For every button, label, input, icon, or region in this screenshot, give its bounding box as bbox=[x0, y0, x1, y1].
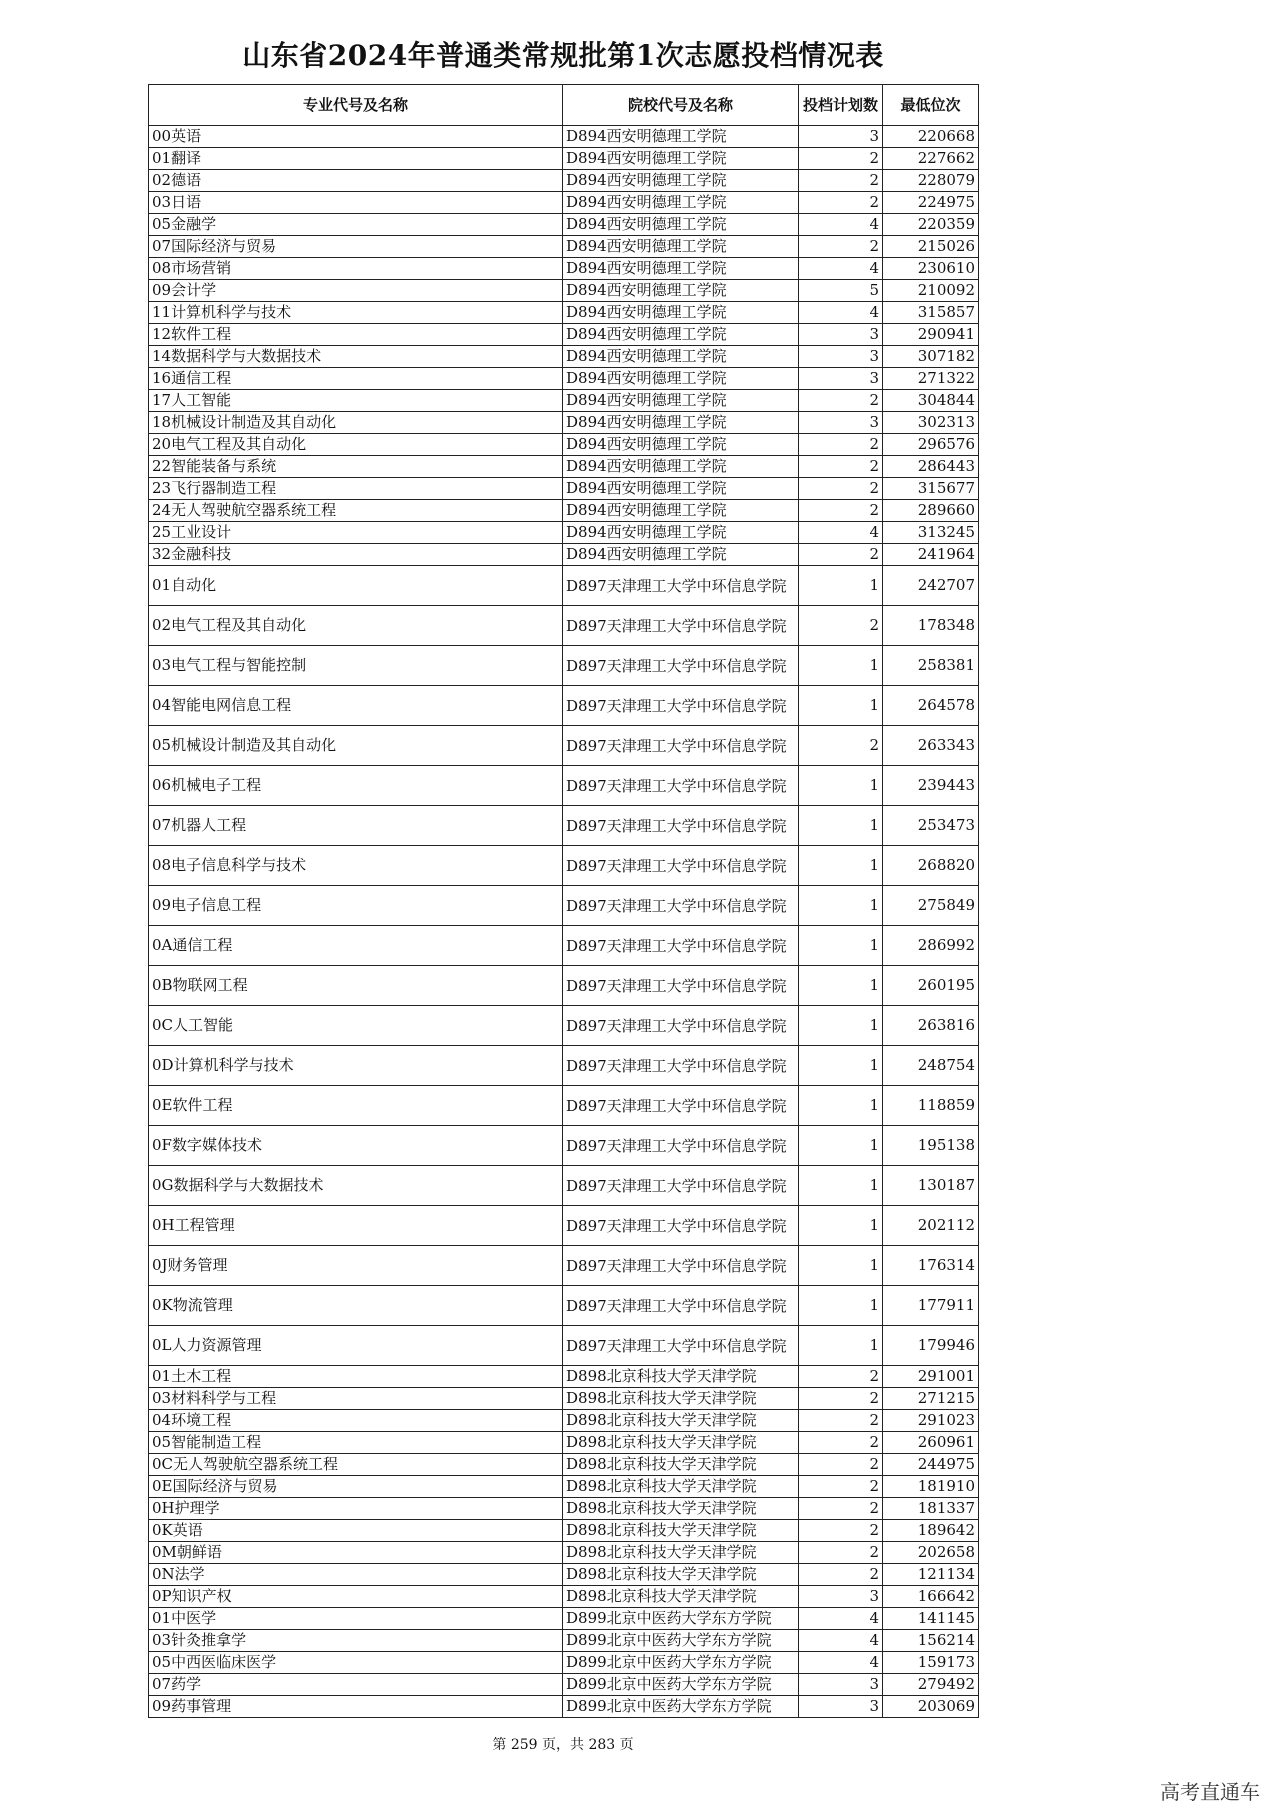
plan-cell: 1 bbox=[799, 566, 883, 606]
plan-cell: 2 bbox=[799, 456, 883, 478]
plan-cell: 5 bbox=[799, 280, 883, 302]
rank-cell: 141145 bbox=[883, 1608, 979, 1630]
major-cell: 04环境工程 bbox=[149, 1410, 563, 1432]
table-row bbox=[149, 1326, 979, 1366]
table-row bbox=[149, 1586, 979, 1608]
table-row bbox=[149, 1454, 979, 1476]
plan-cell: 3 bbox=[799, 1696, 883, 1718]
table-row bbox=[149, 1388, 979, 1410]
table-row bbox=[149, 390, 979, 412]
school-cell: D898北京科技大学天津学院 bbox=[563, 1586, 799, 1608]
school-cell: D894西安明德理工学院 bbox=[563, 368, 799, 390]
plan-cell: 2 bbox=[799, 1432, 883, 1454]
rank-cell: 189642 bbox=[883, 1520, 979, 1542]
plan-cell: 1 bbox=[799, 966, 883, 1006]
major-cell: 04智能电网信息工程 bbox=[149, 686, 563, 726]
school-cell: D897天津理工大学中环信息学院 bbox=[563, 846, 799, 886]
school-cell: D897天津理工大学中环信息学院 bbox=[563, 1166, 799, 1206]
school-cell: D894西安明德理工学院 bbox=[563, 170, 799, 192]
plan-cell: 2 bbox=[799, 1410, 883, 1432]
table-row bbox=[149, 566, 979, 606]
plan-cell: 2 bbox=[799, 170, 883, 192]
major-cell: 05金融学 bbox=[149, 214, 563, 236]
major-cell: 0N法学 bbox=[149, 1564, 563, 1586]
school-cell: D894西安明德理工学院 bbox=[563, 544, 799, 566]
school-cell: D897天津理工大学中环信息学院 bbox=[563, 1126, 799, 1166]
plan-cell: 1 bbox=[799, 926, 883, 966]
school-cell: D899北京中医药大学东方学院 bbox=[563, 1652, 799, 1674]
school-cell: D897天津理工大学中环信息学院 bbox=[563, 926, 799, 966]
school-cell: D898北京科技大学天津学院 bbox=[563, 1454, 799, 1476]
table-row bbox=[149, 1126, 979, 1166]
school-cell: D894西安明德理工学院 bbox=[563, 500, 799, 522]
table-row bbox=[149, 1630, 979, 1652]
table-header-row bbox=[149, 85, 979, 126]
rank-cell: 290941 bbox=[883, 324, 979, 346]
rank-cell: 263343 bbox=[883, 726, 979, 766]
school-cell: D899北京中医药大学东方学院 bbox=[563, 1608, 799, 1630]
major-cell: 0H护理学 bbox=[149, 1498, 563, 1520]
header-rank: 最低位次 bbox=[883, 85, 979, 126]
plan-cell: 3 bbox=[799, 346, 883, 368]
school-cell: D894西安明德理工学院 bbox=[563, 324, 799, 346]
major-cell: 01翻译 bbox=[149, 148, 563, 170]
table-row bbox=[149, 434, 979, 456]
table-row bbox=[149, 646, 979, 686]
rank-cell: 271322 bbox=[883, 368, 979, 390]
school-cell: D894西安明德理工学院 bbox=[563, 434, 799, 456]
major-cell: 0C人工智能 bbox=[149, 1006, 563, 1046]
major-cell: 03电气工程与智能控制 bbox=[149, 646, 563, 686]
document-title: 山东省2024年普通类常规批第1次志愿投档情况表 bbox=[242, 39, 884, 72]
school-cell: D894西安明德理工学院 bbox=[563, 148, 799, 170]
school-cell: D898北京科技大学天津学院 bbox=[563, 1388, 799, 1410]
school-cell: D898北京科技大学天津学院 bbox=[563, 1476, 799, 1498]
plan-cell: 4 bbox=[799, 522, 883, 544]
header-plan: 投档计划数 bbox=[799, 85, 883, 126]
major-cell: 0J财务管理 bbox=[149, 1246, 563, 1286]
major-cell: 0F数字媒体技术 bbox=[149, 1126, 563, 1166]
watermark-text: 高考直通车 bbox=[1160, 1782, 1260, 1804]
rank-cell: 268820 bbox=[883, 846, 979, 886]
plan-cell: 1 bbox=[799, 766, 883, 806]
plan-cell: 2 bbox=[799, 236, 883, 258]
table-row bbox=[149, 170, 979, 192]
plan-cell: 1 bbox=[799, 646, 883, 686]
plan-cell: 1 bbox=[799, 1246, 883, 1286]
major-cell: 07药学 bbox=[149, 1674, 563, 1696]
school-cell: D897天津理工大学中环信息学院 bbox=[563, 566, 799, 606]
plan-cell: 2 bbox=[799, 148, 883, 170]
rank-cell: 286992 bbox=[883, 926, 979, 966]
major-cell: 14数据科学与大数据技术 bbox=[149, 346, 563, 368]
school-cell: D894西安明德理工学院 bbox=[563, 258, 799, 280]
school-cell: D894西安明德理工学院 bbox=[563, 126, 799, 148]
school-cell: D899北京中医药大学东方学院 bbox=[563, 1630, 799, 1652]
rank-cell: 181337 bbox=[883, 1498, 979, 1520]
plan-cell: 1 bbox=[799, 1006, 883, 1046]
major-cell: 02德语 bbox=[149, 170, 563, 192]
table-row bbox=[149, 1564, 979, 1586]
plan-cell: 2 bbox=[799, 726, 883, 766]
plan-cell: 1 bbox=[799, 1206, 883, 1246]
major-cell: 08电子信息科学与技术 bbox=[149, 846, 563, 886]
rank-cell: 203069 bbox=[883, 1696, 979, 1718]
school-cell: D897天津理工大学中环信息学院 bbox=[563, 1286, 799, 1326]
major-cell: 03针灸推拿学 bbox=[149, 1630, 563, 1652]
table-row bbox=[149, 966, 979, 1006]
plan-cell: 2 bbox=[799, 1476, 883, 1498]
rank-cell: 202658 bbox=[883, 1542, 979, 1564]
header-major: 专业代号及名称 bbox=[149, 85, 563, 126]
major-cell: 0E软件工程 bbox=[149, 1086, 563, 1126]
rank-cell: 241964 bbox=[883, 544, 979, 566]
rank-cell: 181910 bbox=[883, 1476, 979, 1498]
major-cell: 32金融科技 bbox=[149, 544, 563, 566]
plan-cell: 1 bbox=[799, 1126, 883, 1166]
rank-cell: 296576 bbox=[883, 434, 979, 456]
school-cell: D898北京科技大学天津学院 bbox=[563, 1498, 799, 1520]
plan-cell: 4 bbox=[799, 302, 883, 324]
school-cell: D897天津理工大学中环信息学院 bbox=[563, 1326, 799, 1366]
school-cell: D897天津理工大学中环信息学院 bbox=[563, 1246, 799, 1286]
rank-cell: 220359 bbox=[883, 214, 979, 236]
rank-cell: 313245 bbox=[883, 522, 979, 544]
table-row bbox=[149, 726, 979, 766]
school-cell: D898北京科技大学天津学院 bbox=[563, 1542, 799, 1564]
major-cell: 23飞行器制造工程 bbox=[149, 478, 563, 500]
table-row bbox=[149, 500, 979, 522]
rank-cell: 291023 bbox=[883, 1410, 979, 1432]
table-row bbox=[149, 1696, 979, 1718]
table-row bbox=[149, 236, 979, 258]
major-cell: 12软件工程 bbox=[149, 324, 563, 346]
school-cell: D899北京中医药大学东方学院 bbox=[563, 1696, 799, 1718]
rank-cell: 286443 bbox=[883, 456, 979, 478]
table-row bbox=[149, 126, 979, 148]
rank-cell: 118859 bbox=[883, 1086, 979, 1126]
plan-cell: 1 bbox=[799, 806, 883, 846]
school-cell: D897天津理工大学中环信息学院 bbox=[563, 1206, 799, 1246]
table-row bbox=[149, 1498, 979, 1520]
table-row bbox=[149, 280, 979, 302]
major-cell: 0L人力资源管理 bbox=[149, 1326, 563, 1366]
rank-cell: 263816 bbox=[883, 1006, 979, 1046]
major-cell: 0C无人驾驶航空器系统工程 bbox=[149, 1454, 563, 1476]
rank-cell: 260195 bbox=[883, 966, 979, 1006]
plan-cell: 1 bbox=[799, 1286, 883, 1326]
rank-cell: 130187 bbox=[883, 1166, 979, 1206]
school-cell: D894西安明德理工学院 bbox=[563, 456, 799, 478]
rank-cell: 304844 bbox=[883, 390, 979, 412]
major-cell: 0K物流管理 bbox=[149, 1286, 563, 1326]
school-cell: D898北京科技大学天津学院 bbox=[563, 1520, 799, 1542]
rank-cell: 230610 bbox=[883, 258, 979, 280]
plan-cell: 3 bbox=[799, 412, 883, 434]
rank-cell: 248754 bbox=[883, 1046, 979, 1086]
rank-cell: 307182 bbox=[883, 346, 979, 368]
rank-cell: 291001 bbox=[883, 1366, 979, 1388]
rank-cell: 289660 bbox=[883, 500, 979, 522]
school-cell: D897天津理工大学中环信息学院 bbox=[563, 966, 799, 1006]
rank-cell: 279492 bbox=[883, 1674, 979, 1696]
school-cell: D898北京科技大学天津学院 bbox=[563, 1366, 799, 1388]
school-cell: D897天津理工大学中环信息学院 bbox=[563, 726, 799, 766]
rank-cell: 275849 bbox=[883, 886, 979, 926]
rank-cell: 177911 bbox=[883, 1286, 979, 1326]
major-cell: 06机械电子工程 bbox=[149, 766, 563, 806]
school-cell: D897天津理工大学中环信息学院 bbox=[563, 766, 799, 806]
page-footer: 第 259 页，共 283 页 bbox=[492, 1737, 634, 1753]
major-cell: 09电子信息工程 bbox=[149, 886, 563, 926]
major-cell: 01中医学 bbox=[149, 1608, 563, 1630]
major-cell: 24无人驾驶航空器系统工程 bbox=[149, 500, 563, 522]
plan-cell: 1 bbox=[799, 1046, 883, 1086]
table-row bbox=[149, 766, 979, 806]
plan-cell: 4 bbox=[799, 214, 883, 236]
plan-cell: 2 bbox=[799, 1520, 883, 1542]
school-cell: D894西安明德理工学院 bbox=[563, 214, 799, 236]
school-cell: D894西安明德理工学院 bbox=[563, 522, 799, 544]
plan-cell: 3 bbox=[799, 126, 883, 148]
rank-cell: 264578 bbox=[883, 686, 979, 726]
rank-cell: 202112 bbox=[883, 1206, 979, 1246]
school-cell: D894西安明德理工学院 bbox=[563, 412, 799, 434]
school-cell: D897天津理工大学中环信息学院 bbox=[563, 806, 799, 846]
plan-cell: 3 bbox=[799, 1674, 883, 1696]
table-row bbox=[149, 1166, 979, 1206]
school-cell: D894西安明德理工学院 bbox=[563, 192, 799, 214]
major-cell: 07机器人工程 bbox=[149, 806, 563, 846]
major-cell: 0E国际经济与贸易 bbox=[149, 1476, 563, 1498]
plan-cell: 1 bbox=[799, 686, 883, 726]
school-cell: D894西安明德理工学院 bbox=[563, 236, 799, 258]
rank-cell: 178348 bbox=[883, 606, 979, 646]
school-cell: D894西安明德理工学院 bbox=[563, 478, 799, 500]
school-cell: D897天津理工大学中环信息学院 bbox=[563, 646, 799, 686]
major-cell: 05中西医临床医学 bbox=[149, 1652, 563, 1674]
rank-cell: 227662 bbox=[883, 148, 979, 170]
school-cell: D894西安明德理工学院 bbox=[563, 346, 799, 368]
major-cell: 18机械设计制造及其自动化 bbox=[149, 412, 563, 434]
major-cell: 0M朝鲜语 bbox=[149, 1542, 563, 1564]
table-row bbox=[149, 148, 979, 170]
rank-cell: 220668 bbox=[883, 126, 979, 148]
table-row bbox=[149, 1086, 979, 1126]
table-row bbox=[149, 926, 979, 966]
school-cell: D898北京科技大学天津学院 bbox=[563, 1410, 799, 1432]
rank-cell: 253473 bbox=[883, 806, 979, 846]
school-cell: D897天津理工大学中环信息学院 bbox=[563, 1086, 799, 1126]
rank-cell: 242707 bbox=[883, 566, 979, 606]
plan-cell: 2 bbox=[799, 434, 883, 456]
school-cell: D897天津理工大学中环信息学院 bbox=[563, 1006, 799, 1046]
major-cell: 25工业设计 bbox=[149, 522, 563, 544]
major-cell: 0P知识产权 bbox=[149, 1586, 563, 1608]
major-cell: 17人工智能 bbox=[149, 390, 563, 412]
major-cell: 0G数据科学与大数据技术 bbox=[149, 1166, 563, 1206]
table-row bbox=[149, 1542, 979, 1564]
major-cell: 0B物联网工程 bbox=[149, 966, 563, 1006]
rank-cell: 244975 bbox=[883, 1454, 979, 1476]
plan-cell: 2 bbox=[799, 544, 883, 566]
major-cell: 16通信工程 bbox=[149, 368, 563, 390]
table-row bbox=[149, 368, 979, 390]
table-row bbox=[149, 1046, 979, 1086]
plan-cell: 2 bbox=[799, 390, 883, 412]
plan-cell: 4 bbox=[799, 1608, 883, 1630]
school-cell: D894西安明德理工学院 bbox=[563, 390, 799, 412]
table-row bbox=[149, 522, 979, 544]
plan-cell: 2 bbox=[799, 1498, 883, 1520]
plan-cell: 4 bbox=[799, 258, 883, 280]
table-row bbox=[149, 1520, 979, 1542]
table-row bbox=[149, 686, 979, 726]
rank-cell: 215026 bbox=[883, 236, 979, 258]
table-row bbox=[149, 1206, 979, 1246]
table-row bbox=[149, 806, 979, 846]
rank-cell: 271215 bbox=[883, 1388, 979, 1410]
plan-cell: 4 bbox=[799, 1652, 883, 1674]
major-cell: 11计算机科学与技术 bbox=[149, 302, 563, 324]
plan-cell: 1 bbox=[799, 886, 883, 926]
major-cell: 0A通信工程 bbox=[149, 926, 563, 966]
rank-cell: 195138 bbox=[883, 1126, 979, 1166]
major-cell: 09药事管理 bbox=[149, 1696, 563, 1718]
table-row bbox=[149, 324, 979, 346]
plan-cell: 2 bbox=[799, 192, 883, 214]
rank-cell: 121134 bbox=[883, 1564, 979, 1586]
admission-table bbox=[148, 84, 979, 1718]
major-cell: 03材料科学与工程 bbox=[149, 1388, 563, 1410]
plan-cell: 2 bbox=[799, 1366, 883, 1388]
plan-cell: 1 bbox=[799, 846, 883, 886]
rank-cell: 166642 bbox=[883, 1586, 979, 1608]
rank-cell: 156214 bbox=[883, 1630, 979, 1652]
rank-cell: 179946 bbox=[883, 1326, 979, 1366]
major-cell: 05智能制造工程 bbox=[149, 1432, 563, 1454]
school-cell: D897天津理工大学中环信息学院 bbox=[563, 1046, 799, 1086]
table-row bbox=[149, 1652, 979, 1674]
rank-cell: 258381 bbox=[883, 646, 979, 686]
table-row bbox=[149, 1006, 979, 1046]
table-row bbox=[149, 456, 979, 478]
table-row bbox=[149, 606, 979, 646]
school-cell: D899北京中医药大学东方学院 bbox=[563, 1674, 799, 1696]
table-body bbox=[149, 126, 979, 1718]
school-cell: D897天津理工大学中环信息学院 bbox=[563, 686, 799, 726]
school-cell: D897天津理工大学中环信息学院 bbox=[563, 886, 799, 926]
major-cell: 03日语 bbox=[149, 192, 563, 214]
rank-cell: 302313 bbox=[883, 412, 979, 434]
rank-cell: 315857 bbox=[883, 302, 979, 324]
table-row bbox=[149, 1476, 979, 1498]
table-row bbox=[149, 214, 979, 236]
table-row bbox=[149, 1432, 979, 1454]
plan-cell: 1 bbox=[799, 1166, 883, 1206]
plan-cell: 1 bbox=[799, 1086, 883, 1126]
major-cell: 01土木工程 bbox=[149, 1366, 563, 1388]
major-cell: 01自动化 bbox=[149, 566, 563, 606]
plan-cell: 3 bbox=[799, 368, 883, 390]
rank-cell: 224975 bbox=[883, 192, 979, 214]
table-row bbox=[149, 302, 979, 324]
plan-cell: 2 bbox=[799, 606, 883, 646]
table-row bbox=[149, 544, 979, 566]
table-row bbox=[149, 346, 979, 368]
school-cell: D894西安明德理工学院 bbox=[563, 280, 799, 302]
major-cell: 05机械设计制造及其自动化 bbox=[149, 726, 563, 766]
table-row bbox=[149, 412, 979, 434]
plan-cell: 2 bbox=[799, 1564, 883, 1586]
rank-cell: 315677 bbox=[883, 478, 979, 500]
plan-cell: 2 bbox=[799, 500, 883, 522]
table-row bbox=[149, 1366, 979, 1388]
rank-cell: 176314 bbox=[883, 1246, 979, 1286]
major-cell: 00英语 bbox=[149, 126, 563, 148]
school-cell: D897天津理工大学中环信息学院 bbox=[563, 606, 799, 646]
major-cell: 0K英语 bbox=[149, 1520, 563, 1542]
table-row bbox=[149, 1286, 979, 1326]
table-row bbox=[149, 192, 979, 214]
rank-cell: 260961 bbox=[883, 1432, 979, 1454]
major-cell: 08市场营销 bbox=[149, 258, 563, 280]
plan-cell: 3 bbox=[799, 324, 883, 346]
major-cell: 22智能装备与系统 bbox=[149, 456, 563, 478]
major-cell: 02电气工程及其自动化 bbox=[149, 606, 563, 646]
rank-cell: 239443 bbox=[883, 766, 979, 806]
header-school: 院校代号及名称 bbox=[563, 85, 799, 126]
school-cell: D898北京科技大学天津学院 bbox=[563, 1564, 799, 1586]
plan-cell: 4 bbox=[799, 1630, 883, 1652]
table-row bbox=[149, 1410, 979, 1432]
major-cell: 20电气工程及其自动化 bbox=[149, 434, 563, 456]
major-cell: 0D计算机科学与技术 bbox=[149, 1046, 563, 1086]
plan-cell: 3 bbox=[799, 1586, 883, 1608]
rank-cell: 159173 bbox=[883, 1652, 979, 1674]
table-row bbox=[149, 846, 979, 886]
school-cell: D898北京科技大学天津学院 bbox=[563, 1432, 799, 1454]
table-row bbox=[149, 1246, 979, 1286]
plan-cell: 1 bbox=[799, 1326, 883, 1366]
plan-cell: 2 bbox=[799, 1454, 883, 1476]
major-cell: 09会计学 bbox=[149, 280, 563, 302]
plan-cell: 2 bbox=[799, 478, 883, 500]
table-row bbox=[149, 478, 979, 500]
major-cell: 0H工程管理 bbox=[149, 1206, 563, 1246]
plan-cell: 2 bbox=[799, 1388, 883, 1410]
table-row bbox=[149, 258, 979, 280]
plan-cell: 2 bbox=[799, 1542, 883, 1564]
rank-cell: 228079 bbox=[883, 170, 979, 192]
school-cell: D894西安明德理工学院 bbox=[563, 302, 799, 324]
table-row bbox=[149, 1608, 979, 1630]
table-row bbox=[149, 1674, 979, 1696]
table-row bbox=[149, 886, 979, 926]
rank-cell: 210092 bbox=[883, 280, 979, 302]
major-cell: 07国际经济与贸易 bbox=[149, 236, 563, 258]
